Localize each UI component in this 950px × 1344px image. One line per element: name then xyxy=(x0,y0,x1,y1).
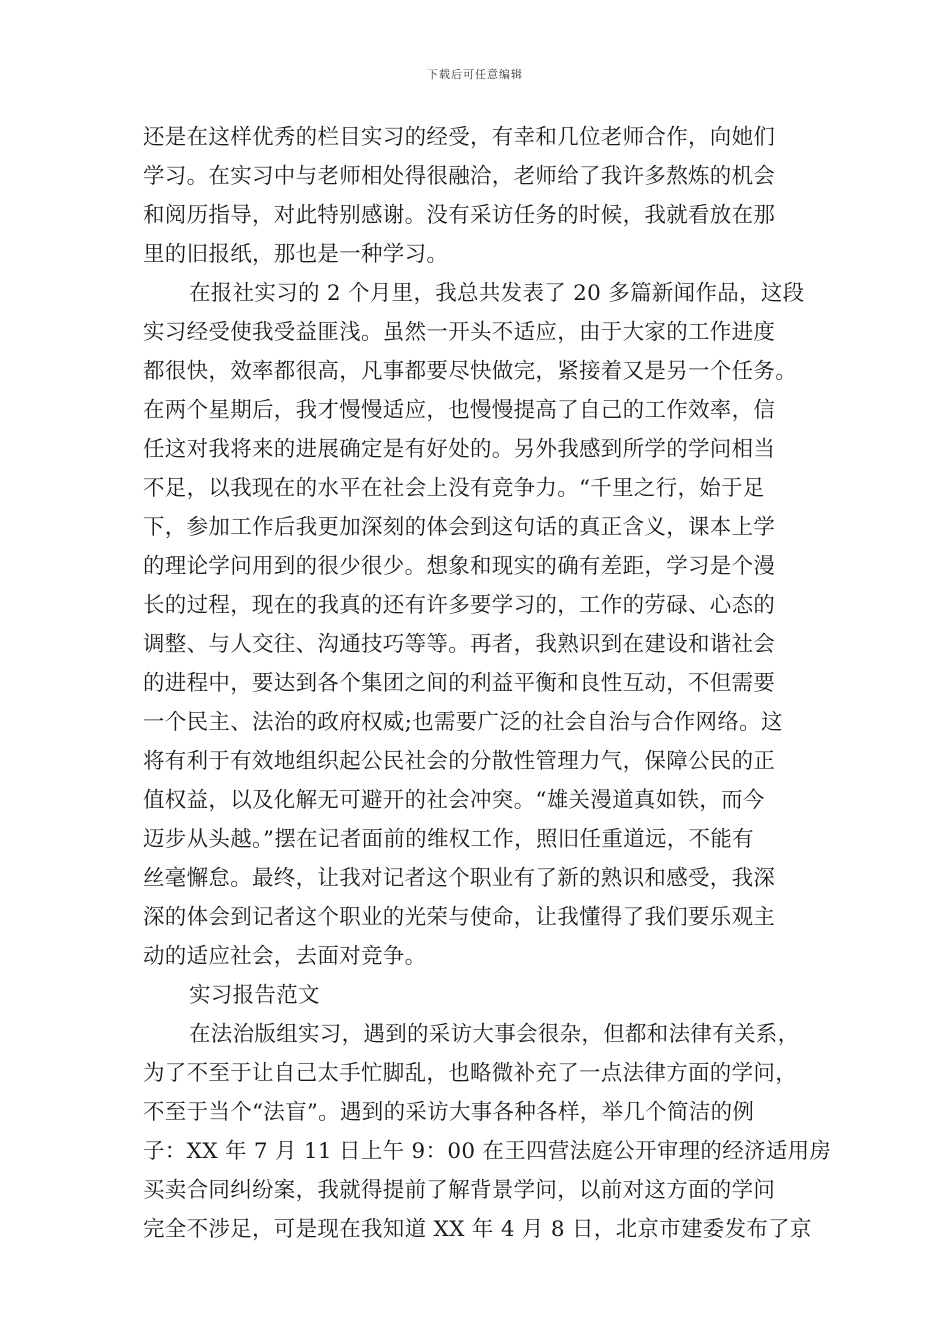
text-line: 的理论学问用到的很少很少。想象和现实的确有差距，学习是个漫 xyxy=(143,554,776,579)
text-line: 实习经受使我受益匪浅。虽然一开头不适应，由于大家的工作进度 xyxy=(143,320,776,345)
section-heading: 实习报告范文 xyxy=(189,983,320,1008)
text-line: 和阅历指导，对此特别感谢。没有采访任务的时候，我就看放在那 xyxy=(143,203,776,228)
text-line: 在两个星期后，我才慢慢适应，也慢慢提高了自己的工作效率，信 xyxy=(143,398,776,423)
text-line: 将有利于有效地组织起公民社会的分散性管理力气，保障公民的正 xyxy=(143,749,776,774)
header-note: 下载后可任意编辑 xyxy=(427,68,523,81)
text-line: 的进程中，要达到各个集团之间的利益平衡和良性互动，不但需要 xyxy=(143,671,776,696)
text-line: 为了不至于让自己太手忙脚乱，也略微补充了一点法律方面的学问， xyxy=(143,1061,798,1086)
text-line: 值权益，以及化解无可避开的社会冲突。“雄关漫道真如铁，而今 xyxy=(143,788,765,813)
text-line: 里的旧报纸，那也是一种学习。 xyxy=(143,242,449,267)
text-line: 任这对我将来的进展确定是有好处的。另外我感到所学的学问相当 xyxy=(143,437,776,462)
text-line: 还是在这样优秀的栏目实习的经受，有幸和几位老师合作，向她们 xyxy=(143,125,776,150)
text-line: 迈步从头越。”摆在记者面前的维权工作，照旧任重道远，不能有 xyxy=(143,827,754,852)
paragraph-start-line: 在报社实习的 2 个月里，我总共发表了 20 多篇新闻作品，这段 xyxy=(189,281,805,306)
text-line: 丝毫懈怠。最终，让我对记者这个职业有了新的熟识和感受，我深 xyxy=(143,866,776,891)
text-line: 长的过程，现在的我真的还有许多要学习的，工作的劳碌、心态的 xyxy=(143,593,776,618)
text-line: 下，参加工作后我更加深刻的体会到这句话的真正含义，课本上学 xyxy=(143,515,776,540)
text-line: 深的体会到记者这个职业的光荣与使命，让我懂得了我们要乐观主 xyxy=(143,905,776,930)
text-line: 调整、与人交往、沟通技巧等等。再者，我熟识到在建设和谐社会 xyxy=(143,632,776,657)
text-line: 买卖合同纠纷案，我就得提前了解背景学问，以前对这方面的学问 xyxy=(143,1178,776,1203)
text-line: 动的适应社会，去面对竞争。 xyxy=(143,944,427,969)
text-line: 学习。在实习中与老师相处得很融洽，老师给了我许多熬炼的机会 xyxy=(143,164,776,189)
paragraph-start-line: 在法治版组实习，遇到的采访大事会很杂，但都和法律有关系， xyxy=(189,1022,800,1047)
text-line: 一个民主、法治的政府权威;也需要广泛的社会自治与合作网络。这 xyxy=(143,710,783,735)
text-line: 不至于当个“法盲”。遇到的采访大事各种各样，举几个简洁的例 xyxy=(143,1100,755,1125)
text-line: 都很快，效率都很高，凡事都要尽快做完，紧接着又是另一个任务。 xyxy=(143,359,798,384)
text-line: 子：XX 年 7 月 11 日上午 9：00 在王四营法庭公开审理的经济适用房 xyxy=(143,1139,832,1164)
text-line: 不足，以我现在的水平在社会上没有竞争力。“千里之行，始于足 xyxy=(143,476,765,501)
text-line: 完全不涉足，可是现在我知道 XX 年 4 月 8 日，北京市建委发布了京 xyxy=(143,1217,812,1242)
document-body xyxy=(143,118,832,1249)
